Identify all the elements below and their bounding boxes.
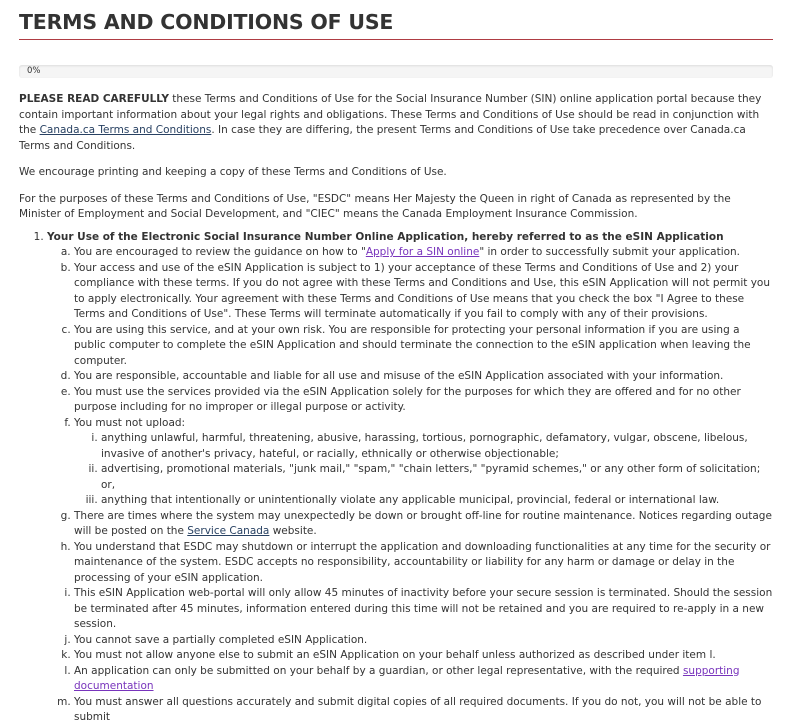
print-paragraph: We encourage printing and keeping a copy of these Terms and Conditions of Use. (19, 166, 447, 178)
item-f-ii: ii. advertising, promotional materials, "junk mail," "spam," "chain letters," "pyramid schemes," or any other form of solicitation; or, (101, 462, 773, 493)
intro-text-2: . In case they are differing, the present Terms and Conditions of Use take precedence over Canada.ca Terms and Conditions. (19, 124, 746, 152)
item-c: c. You are using this service, and at your own risk. You are responsible for protecting your personal information if you are using a public computer to complete the eSIN Application and should terminate the connection to the eSIN application when leaving the computer. (74, 323, 773, 370)
progress-label: 0% (27, 66, 41, 76)
terms-list (19, 230, 773, 726)
item-h: h. You understand that ESDC may shutdown or interrupt the application and downloading functionalities at any time for the security or maintenance of the system. ESDC accepts no responsibility, accountability or liability for any harm or damage or delay in the processing of your eSIN application. (74, 540, 773, 587)
item-m: m. You must answer all questions accurately and submit digital copies of all required documents. If you do not, you will not be able to submit (74, 695, 773, 726)
item-e: e. You must use the services provided via the eSIN Application solely for the purposes for which they are offered and for no other purpose including for no improper or illegal purpose or activity. (74, 385, 773, 416)
progress-bar (19, 65, 773, 78)
item-f-i: i. anything unlawful, harmful, threatening, abusive, harassing, tortious, pornographic, defamatory, vulgar, obscene, libelous, invasive of another's privacy, hateful, or racially, ethnically or otherwise objectionable; (101, 431, 773, 462)
definitions-paragraph: For the purposes of these Terms and Conditions of Use, "ESDC" means Her Majesty the Queen in right of Canada as represented by the Minister of Employment and Social Development, and "CIEC" means the Canada Employment Insurance Commission. (19, 192, 731, 220)
item-a (74, 245, 773, 261)
section-1 (47, 230, 773, 726)
item-k: k. You must not allow anyone else to submit an eSIN Application on your behalf unless authorized as described under item l. (74, 648, 773, 664)
item-l (74, 664, 773, 695)
item-f-subitems (74, 431, 773, 509)
supporting-documentation-link[interactable]: supporting documentation (74, 664, 740, 692)
item-g-post: website. (269, 525, 317, 537)
apply-sin-online-link[interactable]: Apply for a SIN online (365, 246, 480, 258)
item-b: b. Your access and use of the eSIN Application is subject to 1) your acceptance of these Terms and Conditions of Use and 2) your compliance with these terms. If you do not agree with these Terms and Conditions and Use, this eSIN Application will not permit you to apply electronically. Your agreement with these Terms and Conditions of Use means that you check the box "I Agree to these Terms and Conditions of Use". These Terms will terminate automatically if you fail to comply with any of their provisions. (74, 261, 773, 323)
canada-ca-terms-link[interactable]: Canada.ca Terms and Conditions (39, 124, 212, 136)
item-g (74, 509, 773, 540)
item-f (74, 416, 773, 509)
item-f-iii: iii. anything that intentionally or unintentionally violate any applicable municipal, provincial, federal or international law. (101, 493, 773, 509)
intro-paragraph (19, 92, 773, 154)
item-j: j. You cannot save a partially completed eSIN Application. (74, 633, 773, 649)
item-a-post: " in order to successfully submit your application. (479, 246, 741, 258)
section-1-heading: Your Use of the Electronic Social Insurance Number Online Application, hereby referred to as the eSIN Application (47, 230, 724, 243)
section-1-items (47, 245, 773, 726)
service-canada-link[interactable]: Service Canada (187, 525, 270, 537)
intro-bold: PLEASE READ CAREFULLY (19, 93, 169, 105)
item-d: d. You are responsible, accountable and liable for all use and misuse of the eSIN Application associated with your information. (74, 369, 773, 385)
item-f-text: You must not upload: (74, 416, 186, 429)
item-g-pre: There are times where the system may unexpectedly be down or brought off-line for routine maintenance. Notices regarding outage will be posted on the (74, 509, 772, 537)
item-i: i. This eSIN Application web-portal will only allow 45 minutes of inactivity before your secure session is terminated. Should the session be terminated after 45 minutes, information entered during this time will not be retained and you are required to re-apply in a new session. (74, 586, 773, 633)
page-title: TERMS AND CONDITIONS OF USE (19, 9, 773, 40)
item-l-pre: An application can only be submitted on your behalf by a guardian, or other legal representative, with the required (74, 664, 683, 677)
intro-text-1: these Terms and Conditions of Use for the Social Insurance Number (SIN) online application portal because they contain important information about your legal rights and obligations. These Terms and Conditions of Use should be read in conjunction with the (19, 93, 762, 136)
item-a-pre: You are encouraged to review the guidance on how to " (74, 246, 366, 258)
